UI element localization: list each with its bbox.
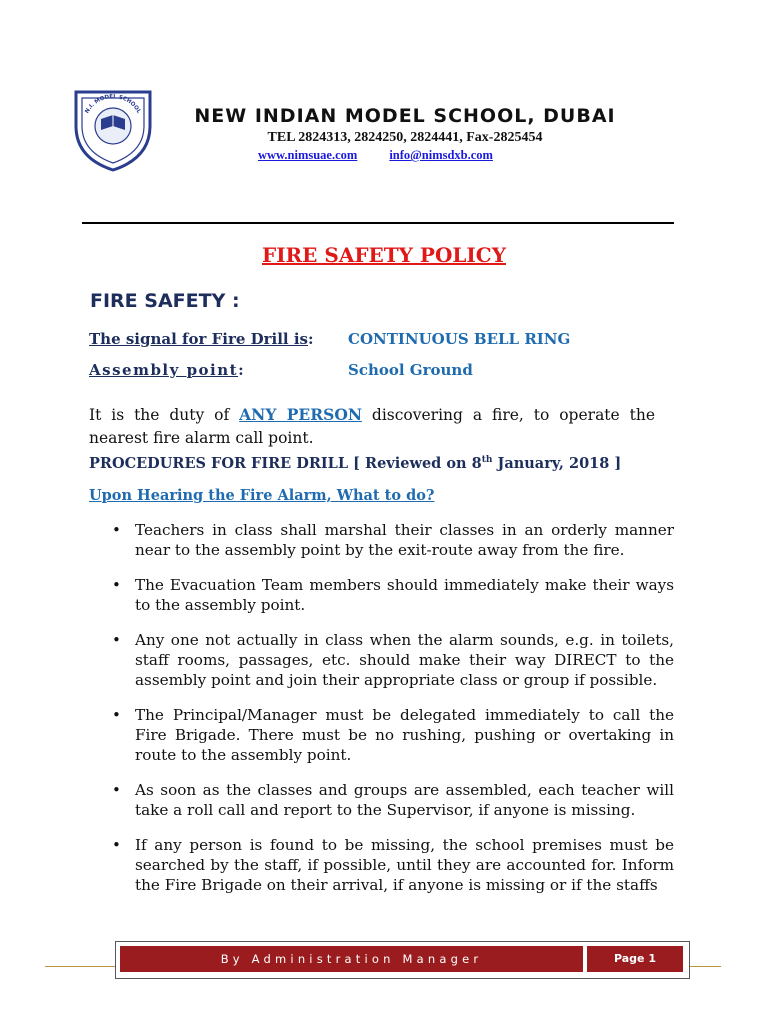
school-logo bbox=[70, 86, 156, 172]
contact-links bbox=[258, 148, 493, 163]
list-item: • The Evacuation Team members should immediately make their ways to the assembly point. bbox=[112, 575, 674, 615]
list-item: • The Principal/Manager must be delegated immediately to call the Fire Brigade. There must be no rushing, pushing or overtaking in route to the assembly point. bbox=[112, 705, 674, 765]
assembly-colon: : bbox=[238, 361, 246, 379]
procedures-heading bbox=[89, 455, 621, 472]
school-name: NEW INDIAN MODEL SCHOOL, DUBAI bbox=[194, 105, 616, 127]
contact-line: TEL 2824313, 2824250, 2824441, Fax-2825454 bbox=[267, 130, 543, 145]
duty-text-before: It is the duty of bbox=[89, 406, 240, 424]
list-item: • As soon as the classes and groups are assembled, each teacher will take a roll call and report to the Supervisor, if anyone is missing. bbox=[112, 780, 674, 820]
duty-text-after: discovering a fire, to operate the nearest fire alarm call point. bbox=[89, 406, 655, 447]
duty-highlight: ANY PERSON bbox=[239, 405, 362, 424]
review-sup: th bbox=[481, 455, 493, 466]
assembly-row bbox=[89, 361, 473, 379]
list-item: • Teachers in class shall marshal their classes in an orderly manner near to the assembly point by the exit-route away from the fire. bbox=[112, 520, 674, 560]
logo-arc-text: N.I. MODEL SCHOOL bbox=[84, 93, 142, 115]
email-link[interactable]: info@nimsdxb.com bbox=[389, 148, 493, 162]
page-number: Page 1 bbox=[587, 946, 683, 972]
procedures-label: PROCEDURES FOR FIRE DRILL bbox=[89, 455, 354, 472]
duty-paragraph bbox=[89, 403, 655, 450]
procedures-review bbox=[353, 455, 621, 472]
header-divider bbox=[82, 222, 674, 224]
footer bbox=[115, 941, 690, 979]
list-item: • If any person is found to be missing, the school premises must be searched by the staff, if possible, until they are accounted for. Inform the Fire Brigade on their arrival, if anyone is missing or if the staffs bbox=[112, 835, 674, 895]
section-heading: FIRE SAFETY : bbox=[90, 290, 240, 312]
signal-label: The signal for Fire Drill is bbox=[89, 330, 308, 348]
review-prefix: [ Reviewed on 8 bbox=[353, 455, 482, 472]
footer-author: By Administration Manager bbox=[120, 946, 583, 972]
document-title: FIRE SAFETY POLICY bbox=[262, 243, 506, 267]
list-item: • Any one not actually in class when the alarm sounds, e.g. in toilets, staff rooms, passages, etc. should make their way DIRECT to the assembly point and join their appropriate class or group if possible. bbox=[112, 630, 674, 690]
upon-heading: Upon Hearing the Fire Alarm, What to do? bbox=[89, 487, 435, 504]
signal-colon: : bbox=[307, 330, 314, 348]
assembly-label: Assembly point bbox=[89, 361, 239, 379]
review-suffix: January, 2018 ] bbox=[492, 455, 622, 472]
signal-value: CONTINUOUS BELL RING bbox=[348, 330, 571, 348]
signal-row bbox=[89, 330, 571, 348]
website-link[interactable]: www.nimsuae.com bbox=[258, 148, 358, 162]
instructions-list bbox=[112, 520, 674, 910]
assembly-value: School Ground bbox=[348, 361, 473, 379]
